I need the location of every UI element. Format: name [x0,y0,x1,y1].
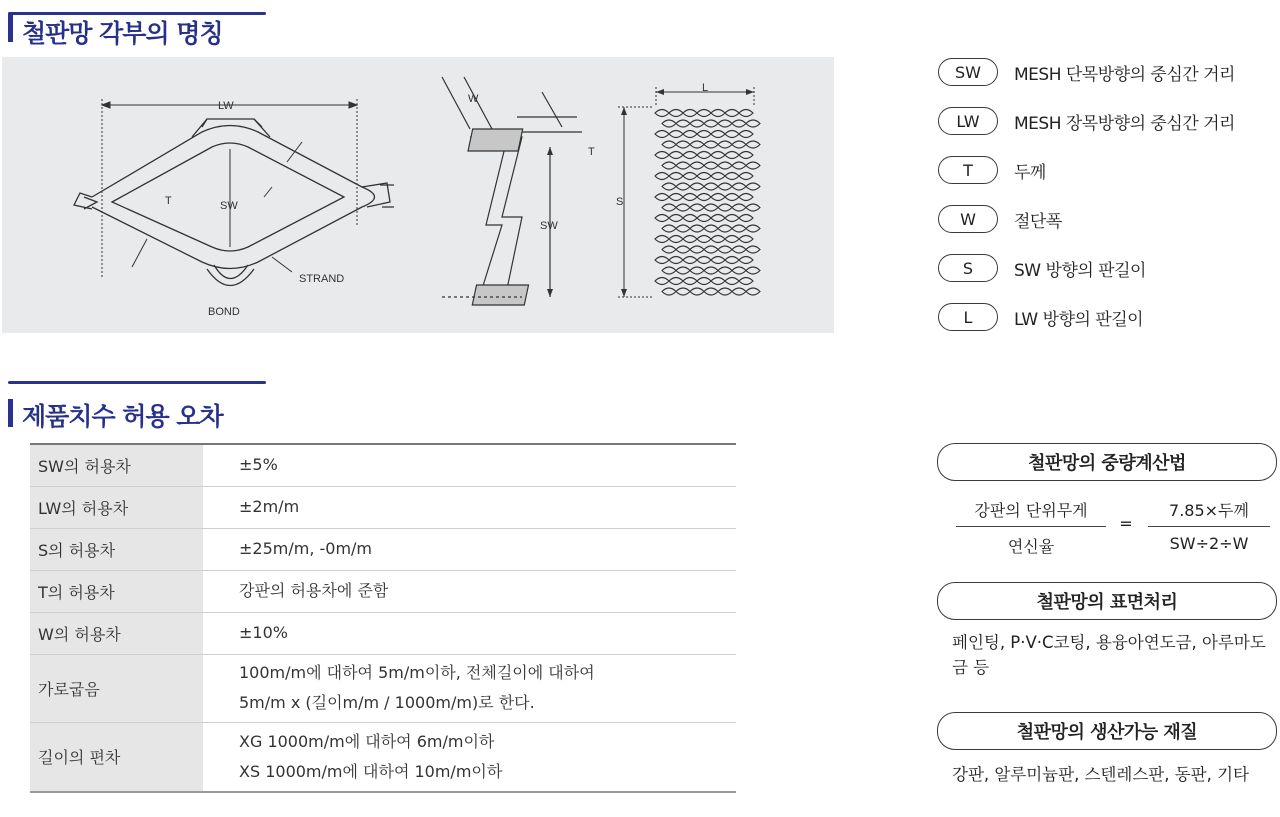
mesh-cell [739,152,753,159]
legend-desc: 두께 [1014,162,1046,183]
mesh-cell [655,110,669,117]
row-value [203,444,736,486]
mesh-cell [655,152,669,159]
mesh-cell [690,225,704,232]
mesh-cell [676,120,690,127]
mesh-cell [683,236,697,243]
row-value [203,722,736,792]
mesh-cell [746,288,760,295]
mesh-cell [711,257,725,264]
mesh-cell [732,162,746,169]
mesh-cell [676,246,690,253]
mesh-cell [655,278,669,285]
mesh-cell [732,204,746,211]
mesh-cell [725,173,739,180]
mesh-cell [683,131,697,138]
mesh-cell [676,288,690,295]
mesh-cell [704,204,718,211]
table-row [30,722,736,792]
mesh-cell [690,183,704,190]
mesh-cell [655,236,669,243]
section-marker-2 [8,399,13,427]
mesh-cell [690,246,704,253]
mesh-cell [725,278,739,285]
mesh-diagram [2,57,834,333]
cross-section-figure [442,77,582,305]
material-header: 철판망의 생산가능 재질 [937,712,1277,750]
mesh-cell [725,131,739,138]
mesh-cell [725,215,739,222]
mesh-cell [739,131,753,138]
row-value-line: ±10% [239,623,288,642]
legend-code: S [938,254,998,282]
surface-text: 페인팅, P·V·C코팅, 용융아연도금, 아루마도금 등 [952,633,1266,677]
mesh-cell [718,183,732,190]
mesh-cell [746,225,760,232]
legend-item [938,302,1143,332]
mesh-cell [711,152,725,159]
mesh-cell [718,204,732,211]
mesh-sheet-figure [618,87,754,297]
mesh-pattern [655,110,760,296]
mesh-cell [697,257,711,264]
mesh-cell [697,173,711,180]
mesh-cell [704,141,718,148]
strand-label: STRAND [299,273,345,285]
mesh-cell [732,246,746,253]
section-underline-2 [8,381,266,384]
table-row [30,444,736,486]
mesh-cell [655,257,669,264]
mesh-cell [704,267,718,274]
w-label: W [468,93,479,105]
surface-header: 철판망의 표면처리 [937,582,1277,620]
legend-code: L [938,303,998,331]
mesh-cell [655,131,669,138]
mesh-cell [739,278,753,285]
mesh-cell [739,173,753,180]
mesh-cell [662,225,676,232]
mesh-cell [704,120,718,127]
mesh-cell [704,183,718,190]
mesh-cell [683,152,697,159]
mesh-cell [669,173,683,180]
bond-label: BOND [208,306,240,318]
mesh-cell [697,131,711,138]
table-row [30,654,736,722]
mesh-cell [676,162,690,169]
mesh-cell [662,204,676,211]
table-row [30,486,736,528]
row-value [203,654,736,722]
mesh-cell [718,120,732,127]
sw2-label: SW [540,220,558,232]
mesh-cell [669,215,683,222]
mesh-cell [704,288,718,295]
legend-item [938,155,1046,185]
legend-code: W [938,205,998,233]
mesh-cell [718,246,732,253]
row-label: LW의 허용차 [30,486,203,528]
row-value-line: XG 1000m/m에 대하여 6m/m이하 [239,731,495,751]
mesh-cell [690,162,704,169]
legend-desc: 절단폭 [1014,211,1062,232]
mesh-cell [718,288,732,295]
mesh-cell [676,225,690,232]
mesh-cell [655,194,669,201]
mesh-cell [697,278,711,285]
mesh-cell [655,215,669,222]
mesh-cell [746,246,760,253]
mesh-cell [718,141,732,148]
mesh-cell [725,110,739,117]
row-label: 길이의 편차 [30,722,203,792]
row-value [203,486,736,528]
l-label: L [702,82,709,94]
mesh-cell [697,152,711,159]
mesh-cell [711,110,725,117]
legend-desc: LW 방향의 판길이 [1014,309,1144,330]
legend-code: LW [938,107,998,135]
weight-rhs-bottom: SW÷2÷W [1169,534,1249,553]
row-value-line: 강판의 허용차에 준함 [239,581,389,600]
mesh-cell [690,120,704,127]
mesh-cell [690,204,704,211]
tolerance-table [30,443,736,793]
table-row [30,528,736,570]
section-title-tolerance: 제품치수 허용 오차 [22,402,223,431]
legend-item [938,253,1146,283]
mesh-cell [669,110,683,117]
material-text: 강판, 알루미늄판, 스텐레스판, 동판, 기타 [952,765,1249,784]
mesh-cell [690,141,704,148]
section-title-names: 철판망 각부의 명칭 [22,19,223,48]
mesh-cell [704,225,718,232]
mesh-cell [725,257,739,264]
legend-item [938,106,1235,136]
row-value [203,570,736,612]
mesh-cell [676,183,690,190]
row-label: W의 허용차 [30,612,203,654]
mesh-cell [669,131,683,138]
mesh-cell [676,141,690,148]
legend-item [938,57,1235,87]
mesh-cell [683,257,697,264]
legend-desc: MESH 단목방향의 중심간 거리 [1014,64,1235,85]
mesh-cell [669,278,683,285]
mesh-cell [732,288,746,295]
mesh-cell [732,267,746,274]
row-value-line: 5m/m x (길이m/m / 1000m/m)로 한다. [239,693,535,712]
mesh-cell [662,288,676,295]
mesh-cell [746,120,760,127]
mesh-cell [711,278,725,285]
mesh-cell [690,267,704,274]
legend-code: SW [938,58,998,86]
mesh-cell [697,236,711,243]
mesh-cell [732,120,746,127]
t2-label: T [588,146,595,158]
mesh-cell [697,215,711,222]
weight-calc-header: 철판망의 중량계산법 [937,443,1277,481]
mesh-cell [683,278,697,285]
legend-desc: MESH 장목방향의 중심간 거리 [1014,113,1235,134]
row-label: T의 허용차 [30,570,203,612]
mesh-cell [662,141,676,148]
row-value-line: ±2m/m [239,497,300,516]
mesh-cell [739,215,753,222]
row-label: SW의 허용차 [30,444,203,486]
weight-lhs-line [956,526,1106,527]
weight-equals: = [1119,514,1133,533]
legend-code: T [938,156,998,184]
mesh-cell [704,246,718,253]
mesh-cell [732,183,746,190]
weight-lhs-bottom: 연신율 [1007,537,1055,556]
mesh-cell [746,162,760,169]
row-value [203,528,736,570]
mesh-cell [676,267,690,274]
legend-desc: SW 방향의 판길이 [1014,260,1146,281]
mesh-cell [739,194,753,201]
mesh-cell [739,110,753,117]
mesh-cell [683,194,697,201]
mesh-cell [704,162,718,169]
mesh-cell [683,173,697,180]
mesh-cell [669,236,683,243]
mesh-cell [669,257,683,264]
t-label: T [165,195,172,207]
mesh-cell [718,267,732,274]
row-label: 가로굽음 [30,654,203,722]
mesh-cell [662,267,676,274]
lw-label: LW [218,100,234,112]
mesh-cell [683,110,697,117]
mesh-cell [711,173,725,180]
mesh-cell [739,257,753,264]
weight-rhs-top: 7.85×두께 [1169,501,1249,520]
mesh-cell [676,204,690,211]
table-row [30,570,736,612]
mesh-cell [746,204,760,211]
row-value-line: ±25m/m, -0m/m [239,539,373,558]
mesh-cell [697,110,711,117]
sw-label: SW [220,200,238,212]
mesh-cell [690,288,704,295]
mesh-cell [669,194,683,201]
row-value-line: XS 1000m/m에 대하여 10m/m이하 [239,761,503,781]
weight-rhs-line [1148,526,1270,527]
mesh-cell [662,246,676,253]
s-label: S [616,196,624,208]
mesh-cell [725,152,739,159]
weight-lhs-top: 강판의 단위무게 [974,501,1088,520]
mesh-cell [711,131,725,138]
mesh-cell [746,267,760,274]
mesh-cell [732,141,746,148]
mesh-cell [662,183,676,190]
table-row [30,612,736,654]
mesh-cell [711,194,725,201]
row-value [203,612,736,654]
mesh-cell [711,215,725,222]
section-marker [8,14,13,42]
mesh-cell [683,215,697,222]
mesh-cell [655,173,669,180]
row-label: S의 허용차 [30,528,203,570]
mesh-cell [662,162,676,169]
mesh-cell [725,236,739,243]
mesh-cell [711,236,725,243]
mesh-cell [718,162,732,169]
row-value-line: 100m/m에 대하여 5m/m이하, 전체길이에 대하여 [239,663,595,682]
mesh-cell [725,194,739,201]
mesh-cell [746,141,760,148]
row-value-line: ±5% [239,455,278,475]
mesh-cell [718,225,732,232]
mesh-cell [739,236,753,243]
diagram-panel [2,57,834,333]
mesh-cell [662,120,676,127]
mesh-cell [732,225,746,232]
mesh-cell [669,152,683,159]
mesh-cell [746,183,760,190]
mesh-cell [697,194,711,201]
legend-item [938,204,1062,234]
